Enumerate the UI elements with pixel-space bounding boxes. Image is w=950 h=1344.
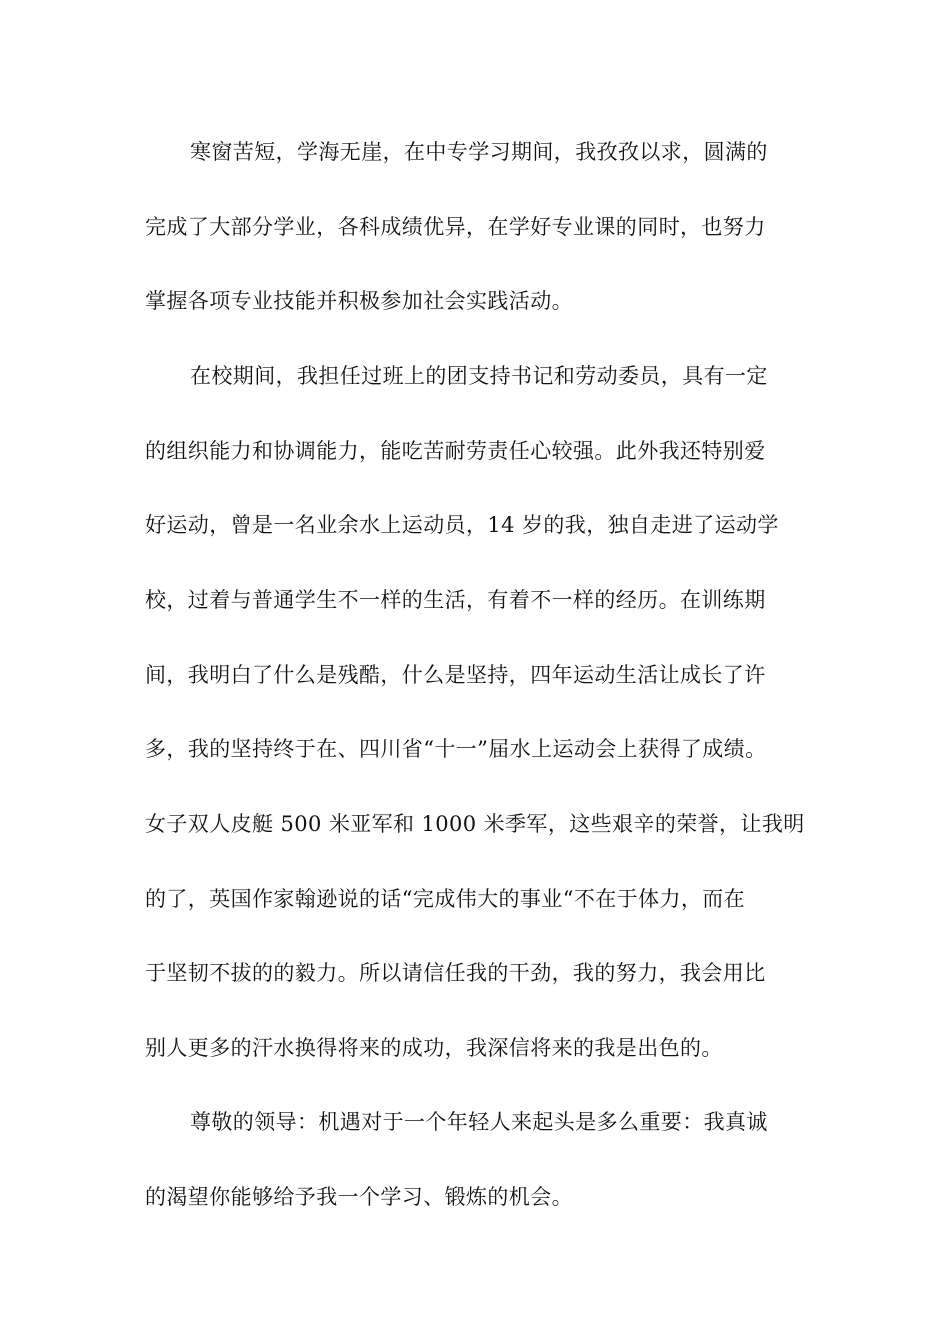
paragraph-3-line-2: 的渴望你能够给予我一个学习、锻炼的机会。 xyxy=(145,1185,573,1209)
paragraph-2-line-9: 于坚韧不拔的的毅力。所以请信任我的干劲，我的努力，我会用比 xyxy=(145,961,766,985)
paragraph-2-line-1: 在校期间，我担任过班上的团支持书记和劳动委员，具有一定 xyxy=(190,364,768,388)
paragraph-3-line-1: 尊敬的领导：机遇对于一个年轻人来起头是多么重要：我真诚 xyxy=(190,1110,768,1134)
paragraph-2-line-2: 的组织能力和协调能力，能吃苦耐劳责任心较强。此外我还特别爱 xyxy=(145,439,766,463)
paragraph-2-line-7: 女子双人皮艇 500 米亚军和 1000 米季军，这些艰辛的荣誉，让我明 xyxy=(145,812,805,836)
paragraph-2-line-5: 间，我明白了什么是残酷，什么是坚持，四年运动生活让成长了许 xyxy=(145,663,766,687)
paragraph-2-line-8: 的了，英国作家翰逊说的话“完成伟大的事业“不在于体力，而在 xyxy=(145,887,746,911)
paragraph-2-line-4: 校，过着与普通学生不一样的生活，有着不一样的经历。在训练期 xyxy=(145,588,766,612)
paragraph-2-line-3: 好运动，曾是一名业余水上运动员，14 岁的我，独自走进了运动学 xyxy=(145,513,779,537)
paragraph-2-line-6: 多，我的坚持终于在、四川省“十一”届水上运动会上获得了成绩。 xyxy=(145,737,767,761)
paragraph-1-line-3: 掌握各项专业技能并积极参加社会实践活动。 xyxy=(145,289,573,313)
paragraph-1-line-1: 寒窗苦短，学海无崖，在中专学习期间，我孜孜以求，圆满的 xyxy=(190,140,768,164)
paragraph-2-line-10: 别人更多的汗水换得将来的成功，我深信将来的我是出色的。 xyxy=(145,1036,723,1060)
paragraph-1-line-2: 完成了大部分学业，各科成绩优异，在学好专业课的同时，也努力 xyxy=(145,215,766,239)
